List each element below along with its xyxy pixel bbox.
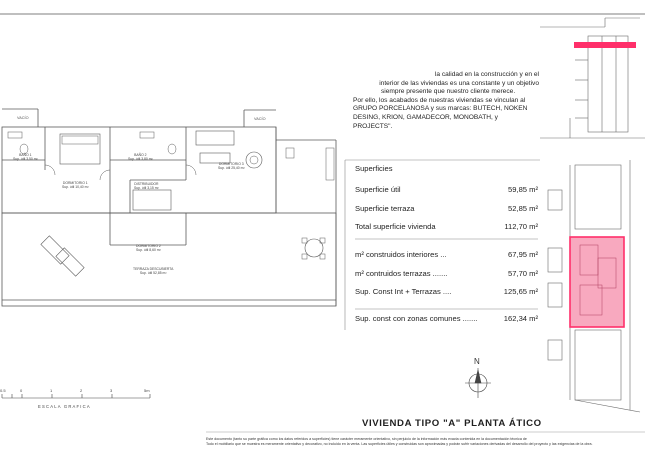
intro-paragraph xyxy=(353,71,539,131)
superficies-heading-text: Superficies xyxy=(355,164,393,173)
scale-tick: 0 xyxy=(20,388,23,393)
page-title: VIVIENDA TIPO "A" PLANTA ÁTICO xyxy=(362,418,542,429)
room-distribuidor xyxy=(134,182,159,190)
room-name: BAÑO 2 xyxy=(134,153,147,157)
scale-bar xyxy=(2,394,150,398)
row-value: 125,65 m² xyxy=(503,287,538,296)
intro-line: DESING, KRION, GAMADECOR, MONOBATH, y PROJECTS". xyxy=(353,113,498,130)
row-value: 162,34 m² xyxy=(503,314,538,323)
footnote-line-1: Este documento (tanto su parte gráfica como los datos referidos a superficies) tiene carácter meramente orientativo, sin perjuicio de la información más exacta contenida en la documentación técnica de xyxy=(206,437,527,441)
room-name: DORMITORIO 3 xyxy=(218,162,244,166)
room-bano-2 xyxy=(128,153,153,161)
row-label: m² construidos interiores ... xyxy=(355,250,447,259)
scale-tick: 5m xyxy=(144,388,150,393)
vacio-left-label: VACÍO xyxy=(17,116,29,120)
scale-label: ESCALA GRAFICA xyxy=(38,404,91,409)
row-value: 52,85 m² xyxy=(508,204,538,213)
room-area: Sup. útil 3,50 m² xyxy=(13,157,38,161)
room-terraza xyxy=(133,267,173,275)
intro-line: siempre presente que nuestro cliente merece. xyxy=(381,88,516,96)
room-area: Sup. útil 10,40 m² xyxy=(62,185,89,189)
scale-tick: 3 xyxy=(110,388,113,393)
room-dormitorio-2 xyxy=(136,244,161,252)
superficies-row xyxy=(355,185,538,195)
superficies-heading xyxy=(355,164,538,174)
footnote-line-2: Todo el mobiliario que se muestra es meramente orientativo y decorativo, no incluido en la venta. Las superficies útiles y construidas son aproximadas y podrán sufrir variaciones derivadas del desarrollo del proyecto y las exigencias de la obra. xyxy=(206,441,593,446)
room-bano-1 xyxy=(13,153,38,161)
superficies-row xyxy=(355,314,538,324)
intro-line: Por ello, los acabados de nuestras viviendas se vinculan al xyxy=(353,96,526,104)
row-value: 59,85 m² xyxy=(508,185,538,194)
room-name: DISTRIBUIDOR xyxy=(134,182,159,186)
room-dormitorio-1 xyxy=(62,181,89,189)
row-value: 112,70 m² xyxy=(504,222,538,231)
room-area: Sup. útil 3,80 m² xyxy=(128,157,153,161)
north-arrow-icon xyxy=(465,368,491,398)
scale-tick: 2 xyxy=(80,388,83,393)
plan-interior-wall xyxy=(2,127,276,213)
superficies-row xyxy=(355,269,538,279)
room-area: Sup. útil 8,60 m² xyxy=(136,248,161,252)
elevation-highlight xyxy=(574,42,636,48)
room-area: Sup. útil 52,85 m² xyxy=(139,271,167,275)
row-label: Superficie útil xyxy=(355,185,401,194)
scale-tick: 0.5 xyxy=(0,388,6,393)
row-value: 67,95 m² xyxy=(508,250,538,259)
row-label: Total superficie vivienda xyxy=(355,222,436,231)
row-label: m² contruidos terrazas ....... xyxy=(355,269,448,278)
room-area: Sup. útil 25,40 m² xyxy=(218,166,245,170)
room-name: DORMITORIO 2 xyxy=(136,244,161,248)
vacio-right-label: VACÍO xyxy=(254,117,266,121)
intro-line: interior de las viviendas es una constante y un objetivo xyxy=(379,79,539,87)
superficies-row xyxy=(355,222,538,232)
room-name: BAÑO 1 xyxy=(19,153,32,157)
scale-tick: 1 xyxy=(50,388,53,393)
row-value: 57,70 m² xyxy=(508,269,538,278)
footnote xyxy=(206,437,642,446)
row-label: Superficie terraza xyxy=(355,204,415,213)
superficies-row xyxy=(355,250,538,260)
room-area: Sup. útil 3,15 m² xyxy=(134,186,159,190)
row-label: Sup. Const Int + Terrazas .... xyxy=(355,287,452,296)
row-label: Sup. const con zonas comunes ....... xyxy=(355,314,478,323)
room-name: DORMITORIO 1 xyxy=(62,181,88,185)
plan-terrace-outline xyxy=(2,213,336,306)
superficies-row xyxy=(355,287,538,297)
intro-line: la calidad en la construcción y en el xyxy=(434,71,539,78)
room-dormitorio-3 xyxy=(218,162,245,170)
superficies-row xyxy=(355,204,538,214)
room-name: TERRAZA DESCUBIERTA xyxy=(133,267,174,271)
north-label: N xyxy=(474,357,480,366)
intro-line: GRUPO PORCELANOSA y sus marcas: BUTECH, NOKEN xyxy=(353,105,528,113)
